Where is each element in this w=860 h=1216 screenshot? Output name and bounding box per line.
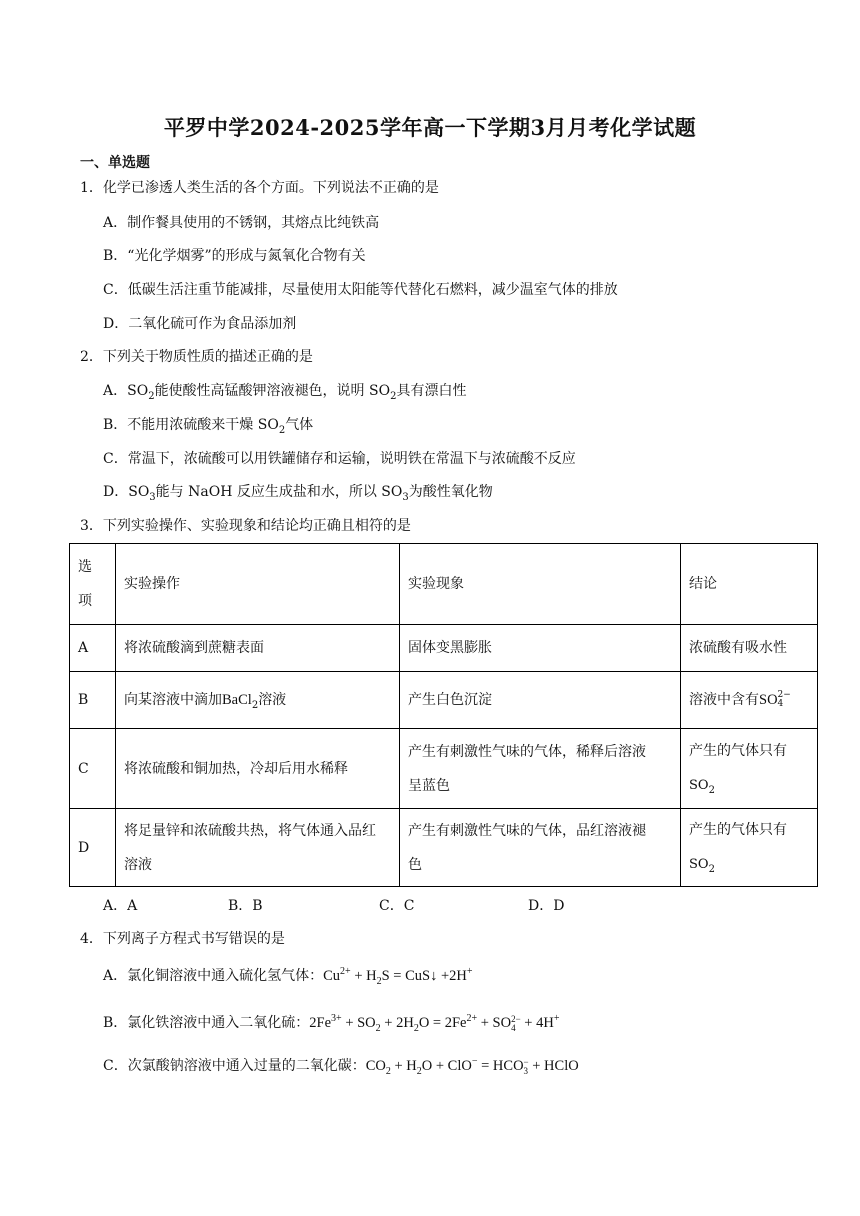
header-phenomenon: 实验现象 <box>400 544 681 625</box>
row-operation: 将浓硫酸和铜加热，冷却后用水稀释 <box>116 729 400 809</box>
question-3-answer-b: B．B <box>228 898 263 914</box>
header-operation: 实验操作 <box>116 544 400 625</box>
question-3-answer-a: A．A <box>103 898 138 914</box>
table-header-row <box>70 544 818 625</box>
question-4-option-c: C．次氯酸钠溶液中通入过量的二氧化碳：$CO_2 + H_2O + ClO^-$ = HCO − 3 + HClO <box>103 1056 579 1077</box>
row-operation: 向某溶液中滴加BaCl$_2$溶液 <box>116 672 400 729</box>
table-row <box>70 729 818 809</box>
question-1-option-d: D．二氧化硫可作为食品添加剂 <box>103 316 297 332</box>
question-1-option-b: B．“光化学烟雾”的形成与氮氧化合物有关 <box>103 248 366 264</box>
table-row <box>70 625 818 672</box>
row-phenomenon: 固体变黑膨胀 <box>400 625 681 672</box>
row-phenomenon: 产生白色沉淀 <box>400 672 681 729</box>
row-conclusion: 溶液中含有SO 2− 4 <box>681 672 818 729</box>
question-2-stem: 2．下列关于物质性质的描述正确的是 <box>80 349 313 365</box>
section-heading: 一、单选题 <box>80 155 150 171</box>
question-4-option-a: A．氯化铜溶液中通入硫化氢气体：$Cu^{2+} + H_2S$ = CuS↓ +2H+ <box>103 966 473 987</box>
row-option: A <box>70 625 116 672</box>
row-option: D <box>70 809 116 887</box>
question-2-option-a: A．$SO_2$能使酸性高锰酸钾溶液褪色，说明 $SO_2$具有漂白性 <box>103 383 467 402</box>
question-1-option-a: A．制作餐具使用的不锈钢，其熔点比纯铁高 <box>103 215 380 231</box>
question-3-answer-c: C．C <box>379 898 415 914</box>
question-2-option-c: C．常温下，浓硫酸可以用铁罐储存和运输，说明铁在常温下与浓硫酸不反应 <box>103 451 576 467</box>
row-conclusion: 产生的气体只有 $SO_2$ <box>681 809 818 887</box>
row-conclusion: 产生的气体只有 $SO_2$ <box>681 729 818 809</box>
question-2-option-b: B．不能用浓硫酸来干燥 $SO_2$气体 <box>103 417 314 436</box>
table-row <box>70 809 818 887</box>
row-operation: 将足量锌和浓硫酸共热，将气体通入品红 溶液 <box>116 809 400 887</box>
row-phenomenon: 产生有刺激性气味的气体，品红溶液褪 色 <box>400 809 681 887</box>
row-option: B <box>70 672 116 729</box>
row-option: C <box>70 729 116 809</box>
row-conclusion: 浓硫酸有吸水性 <box>681 625 818 672</box>
question-3-stem: 3．下列实验操作、实验现象和结论均正确且相符的是 <box>80 518 411 534</box>
question-4-stem: 4．下列离子方程式书写错误的是 <box>80 931 285 947</box>
page-title: 平罗中学2024-2025学年高一下学期3月月考化学试题 <box>163 115 697 140</box>
question-3-answer-d: D．D <box>528 898 565 914</box>
experiment-table <box>69 543 818 887</box>
row-phenomenon: 产生有刺激性气味的气体，稀释后溶液 呈蓝色 <box>400 729 681 809</box>
question-1-option-c: C．低碳生活注重节能减排，尽量使用太阳能等代替化石燃料，减少温室气体的排放 <box>103 282 618 298</box>
question-1-stem: 1．化学已渗透人类生活的各个方面。下列说法不正确的是 <box>80 180 439 196</box>
table-row <box>70 672 818 729</box>
question-4-option-b: B．氯化铁溶液中通入二氧化硫：$2Fe^{3+} + SO_2 + 2H_2O = 2Fe^{2+}$ + SO 2− 4 + 4H+ <box>103 1013 560 1034</box>
header-option: 选 项 <box>70 544 116 625</box>
question-2-option-d: D．$SO_3$能与 NaOH 反应生成盐和水，所以 $SO_3$为酸性氧化物 <box>103 484 493 503</box>
header-conclusion: 结论 <box>681 544 818 625</box>
row-operation: 将浓硫酸滴到蔗糖表面 <box>116 625 400 672</box>
